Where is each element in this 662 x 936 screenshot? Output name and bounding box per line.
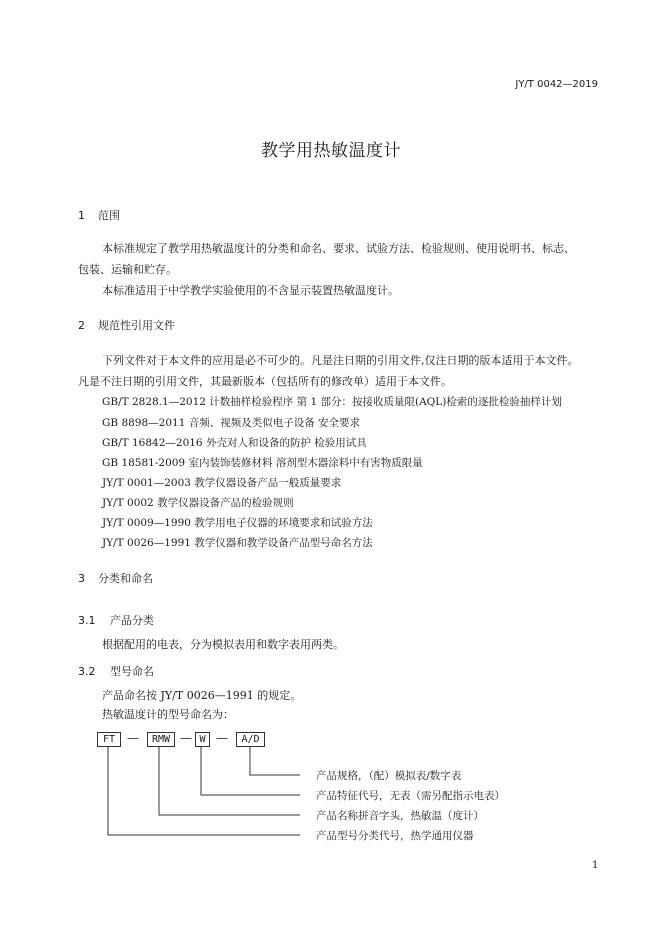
connector-name — [159, 747, 300, 815]
diagram-label-feature: 产品特征代号，无表（需另配指示电表） — [316, 790, 505, 802]
section-number: 2 — [78, 319, 85, 332]
reference-item: JY/T 0002 教学仪器设备产品的检验规则 — [102, 497, 294, 509]
reference-item: JY/T 0001—2003 教学仪器设备产品一般质量要求 — [102, 477, 342, 489]
section-number: 3 — [78, 572, 85, 585]
standard-code: JY/T 0042—2019 — [515, 79, 598, 90]
references-intro-line: 凡是不注日期的引用文件，其最新版本（包括所有的修改单）适用于本文件。 — [78, 375, 452, 388]
classification-text: 根据配用的电表，分为模拟表用和数字表用两类。 — [102, 638, 344, 651]
reference-item: GB/T 16842—2016 外壳对人和设备的防护 检验用试具 — [102, 437, 367, 449]
reference-item: JY/T 0026—1991 教学仪器和教学设备产品型号命名方法 — [102, 537, 373, 549]
diagram-label-name: 产品名称拼音字头，热敏温（度计） — [316, 810, 484, 822]
scope-paragraph-line: 本标准规定了教学用热敏温度计的分类和命名、要求、试验方法、检验规则、使用说明书、标志、 — [102, 242, 575, 255]
reference-item: GB/T 2828.1—2012 计数抽样检验程序 第 1 部分：按接收质量限(AQL)检索的逐批检验抽样计划 — [102, 396, 562, 408]
model-code-box-category: FT — [97, 732, 121, 747]
reference-item: GB 18581-2009 室内装饰装修材料 溶剂型木器涂料中有害物质限量 — [102, 457, 423, 469]
connector-category — [108, 747, 300, 835]
model-code-box-feature: W — [195, 732, 210, 747]
model-code-box-spec: A/D — [236, 732, 265, 747]
model-code-separator: — — [180, 731, 192, 745]
subsection-title: 型号命名 — [110, 665, 154, 678]
connector-spec — [250, 747, 300, 775]
section-title: 规范性引用文件 — [98, 319, 175, 332]
references-intro-line: 下列文件对于本文件的应用是必不可少的。凡是注日期的引用文件,仅注日期的版本适用于本文件。 — [102, 354, 579, 367]
document-title: 教学用热敏温度计 — [261, 141, 401, 161]
reference-item: JY/T 0009—1990 教学用电子仪器的环境要求和试验方法 — [102, 517, 373, 529]
model-naming-line: 热敏温度计的型号命名为： — [102, 708, 234, 721]
section-number: 1 — [78, 209, 85, 222]
subsection-number: 3.2 — [78, 665, 96, 678]
section-title: 分类和命名 — [98, 572, 153, 585]
model-naming-line: 产品命名按 JY/T 0026—1991 的规定。 — [102, 689, 302, 702]
diagram-label-spec: 产品规格，（配）模拟表/数字表 — [316, 770, 462, 782]
scope-paragraph-line: 包装、运输和贮存。 — [78, 263, 177, 276]
subsection-title: 产品分类 — [110, 614, 154, 627]
diagram-label-category: 产品型号分类代号，热学通用仪器 — [316, 830, 474, 842]
page-number: 1 — [592, 860, 599, 871]
model-code-separator: — — [216, 731, 228, 745]
subsection-number: 3.1 — [78, 614, 96, 627]
section-title: 范围 — [98, 209, 120, 222]
reference-item: GB 8898—2011 音频、视频及类似电子设备 安全要求 — [102, 417, 361, 429]
model-code-separator: — — [127, 731, 139, 745]
scope-paragraph: 本标准适用于中学教学实验使用的不含显示装置热敏温度计。 — [102, 284, 399, 297]
model-code-box-name: RMW — [147, 732, 175, 747]
